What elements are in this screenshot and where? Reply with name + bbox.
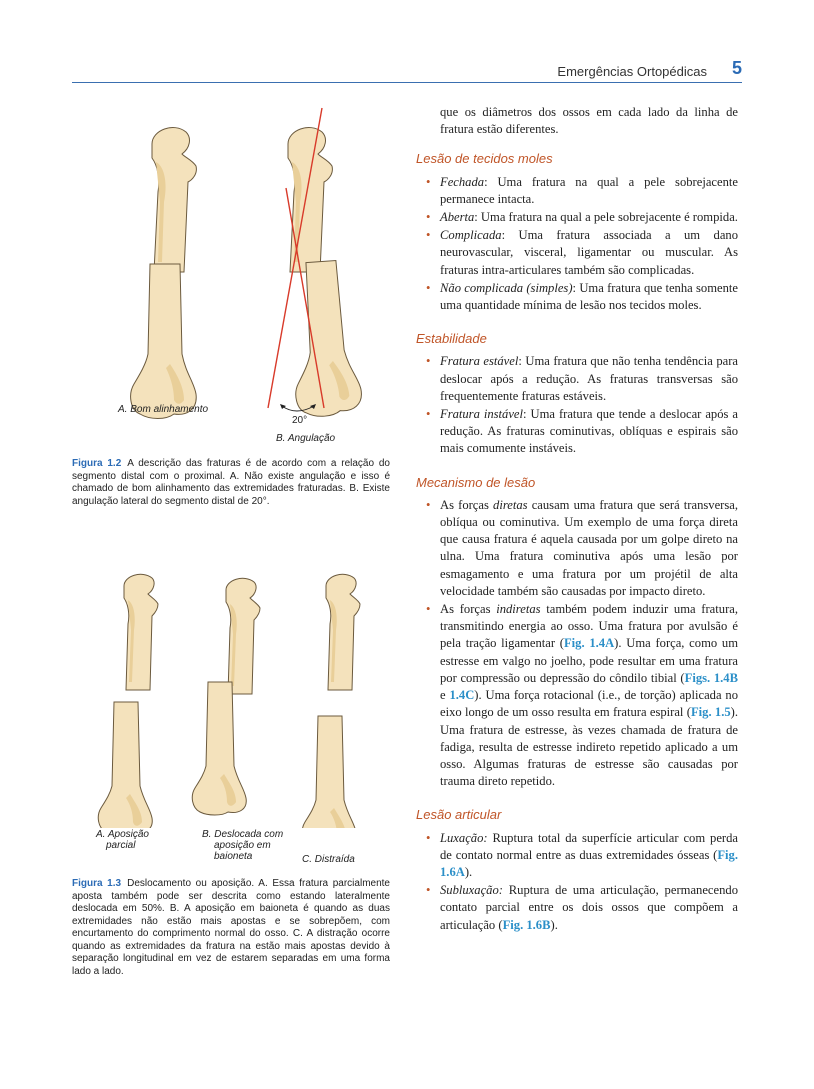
figure-1-3-label-a-line2: parcial (106, 840, 136, 851)
list-soft-tissue (416, 174, 738, 315)
list-joint-injury (416, 830, 738, 934)
figure-1-3-illustration (90, 568, 390, 828)
figure-reference-link[interactable]: Figs. 1.4B (684, 670, 738, 685)
running-title: Emergências Ortopédicas (557, 64, 707, 79)
list-item: • Fratura instável: Uma fratura que tende a deslocar após a redução. As fraturas cominutivas, oblíquas e espirais são mais comumente instáveis. (426, 407, 738, 456)
figure-1-2-label-b: B. Angulação (276, 433, 336, 444)
figure-1-3-label-b (202, 829, 283, 862)
section-heading-stability: Estabilidade (416, 331, 487, 347)
figure-1-3-label-b-line1: B. Deslocada com (202, 829, 284, 840)
figure-1-3-label-c: C. Distraída (302, 854, 355, 865)
list-mechanism (416, 497, 738, 790)
figure-1-2-angle-label: 20° (292, 415, 308, 426)
list-item: • As forças diretas causam uma fratura que será transversa, oblíqua ou cominutiva. Um exemplo de uma força direta que causa fratura é aquela causada por um golpe direto na ulna. Uma fratura cominutiva após uma lesão por esmagamento e uma fratura por um projétil de alta velocidade também são causadas por impacto direto. (426, 497, 738, 598)
list-stability (416, 353, 738, 457)
figure-reference-link[interactable]: Fig. 1.5 (690, 705, 731, 720)
figure-reference-link[interactable]: Fig. 1.6A (440, 847, 738, 879)
figure-reference-link[interactable]: 1.4C (449, 688, 475, 703)
figure-1-2-caption (72, 458, 390, 508)
figure-1-2-caption-text: A descrição das fraturas é de acordo com a relação do segmento distal com o proximal. A. Não existe angulação e isso é chamado de bom alinhamento das extremidades fraturadas. B. Existe angulação lateral do segmento distal de 20°. (72, 458, 390, 507)
section-heading-joint-injury: Lesão articular (416, 807, 502, 823)
figure-1-3-caption-text: Deslocamento ou aposição. A. Essa fratura parcialmente aposta também pode ser descrita como estando lateralmente deslocada em 50%. B. A aposição em baioneta é quando as duas extremidades não estão mais apostas e se sobrepõem, com encurtamento do comprimento normal do osso. C. A distração ocorre quando as extremidades da fratura na estão mais apostas devido à separação longitudinal em vez de estarem separadas em uma forma lado a lado. (72, 878, 390, 977)
section-heading-mechanism: Mecanismo de lesão (416, 474, 536, 490)
list-item: • Luxação: Ruptura total da superfície articular com perda de contato normal entre as duas extremidades ósseas (Fig. 1.6A). (426, 830, 738, 879)
section-heading-soft-tissue: Lesão de tecidos moles (416, 151, 553, 167)
running-header (72, 56, 742, 83)
page-number: 5 (731, 58, 742, 78)
figure-1-3-caption (72, 878, 390, 978)
body-text-column (416, 104, 738, 935)
list-item: • As forças indiretas também podem induzir uma fratura, transmitindo energia ao osso. Uma fratura por avulsão é pela tração ligamentar (Fig. 1.4A). Uma força, como um estresse em valgo no joelho, pode resultar em uma fratura por compressão ou depressão do côndilo tibial (Figs. 1.4B e 1.4C). Uma força rotacional (i.e., de torção) aplicada no eixo longo de um osso resulta em fratura espiral (Fig. 1.5). Uma fratura de estresse, às vezes chamada de fratura de fadiga, resulta de estresse indireto repetido aplicado a um osso. Algumas fraturas de estresse são causadas por trauma direto repetido. (426, 602, 739, 789)
figure-1-2-illustration (90, 104, 390, 444)
figure-1-3-label-b-line2: aposição em (214, 840, 271, 851)
list-item: • Fratura estável: Uma fratura que não tenha tendência para deslocar após a redução. As fraturas transversas são frequentemente fraturas estáveis. (426, 354, 738, 403)
figure-1-3-number: Figura 1.3 (72, 878, 122, 889)
figure-1-2-label-a: A. Bom alinhamento (118, 404, 209, 415)
list-item: • Não complicada (simples): Uma fratura que tenha somente uma quantidade mínima de lesão nos tecidos moles. (426, 280, 739, 313)
figure-1-2-number: Figura 1.2 (72, 458, 122, 469)
list-item: • Subluxação: Ruptura de uma articulação, permanecendo contato parcial entre os dois ossos que compõem a articulação (Fig. 1.6B). (426, 883, 738, 932)
list-item: • Complicada: Uma fratura associada a um dano neurovascular, visceral, ligamentar ou muscular. As fraturas intra-articulares também são complicadas. (426, 228, 738, 277)
list-item: • Fechada: Uma fratura na qual a pele sobrejacente permanece intacta. (426, 174, 738, 206)
figure-reference-link[interactable]: Fig. 1.6B (502, 917, 551, 932)
list-item: • Aberta: Uma fratura na qual a pele sobrejacente é rompida. (426, 210, 738, 225)
figure-1-3-label-b-line3: baioneta (214, 851, 253, 862)
figure-reference-link[interactable]: Fig. 1.4A (563, 636, 615, 651)
intro-paragraph: que os diâmetros dos ossos em cada lado da linha de fratura estão diferentes. (440, 105, 738, 137)
figure-1-3-label-a-line1: A. Aposição (96, 829, 149, 840)
figure-1-3-label-a (96, 829, 149, 851)
